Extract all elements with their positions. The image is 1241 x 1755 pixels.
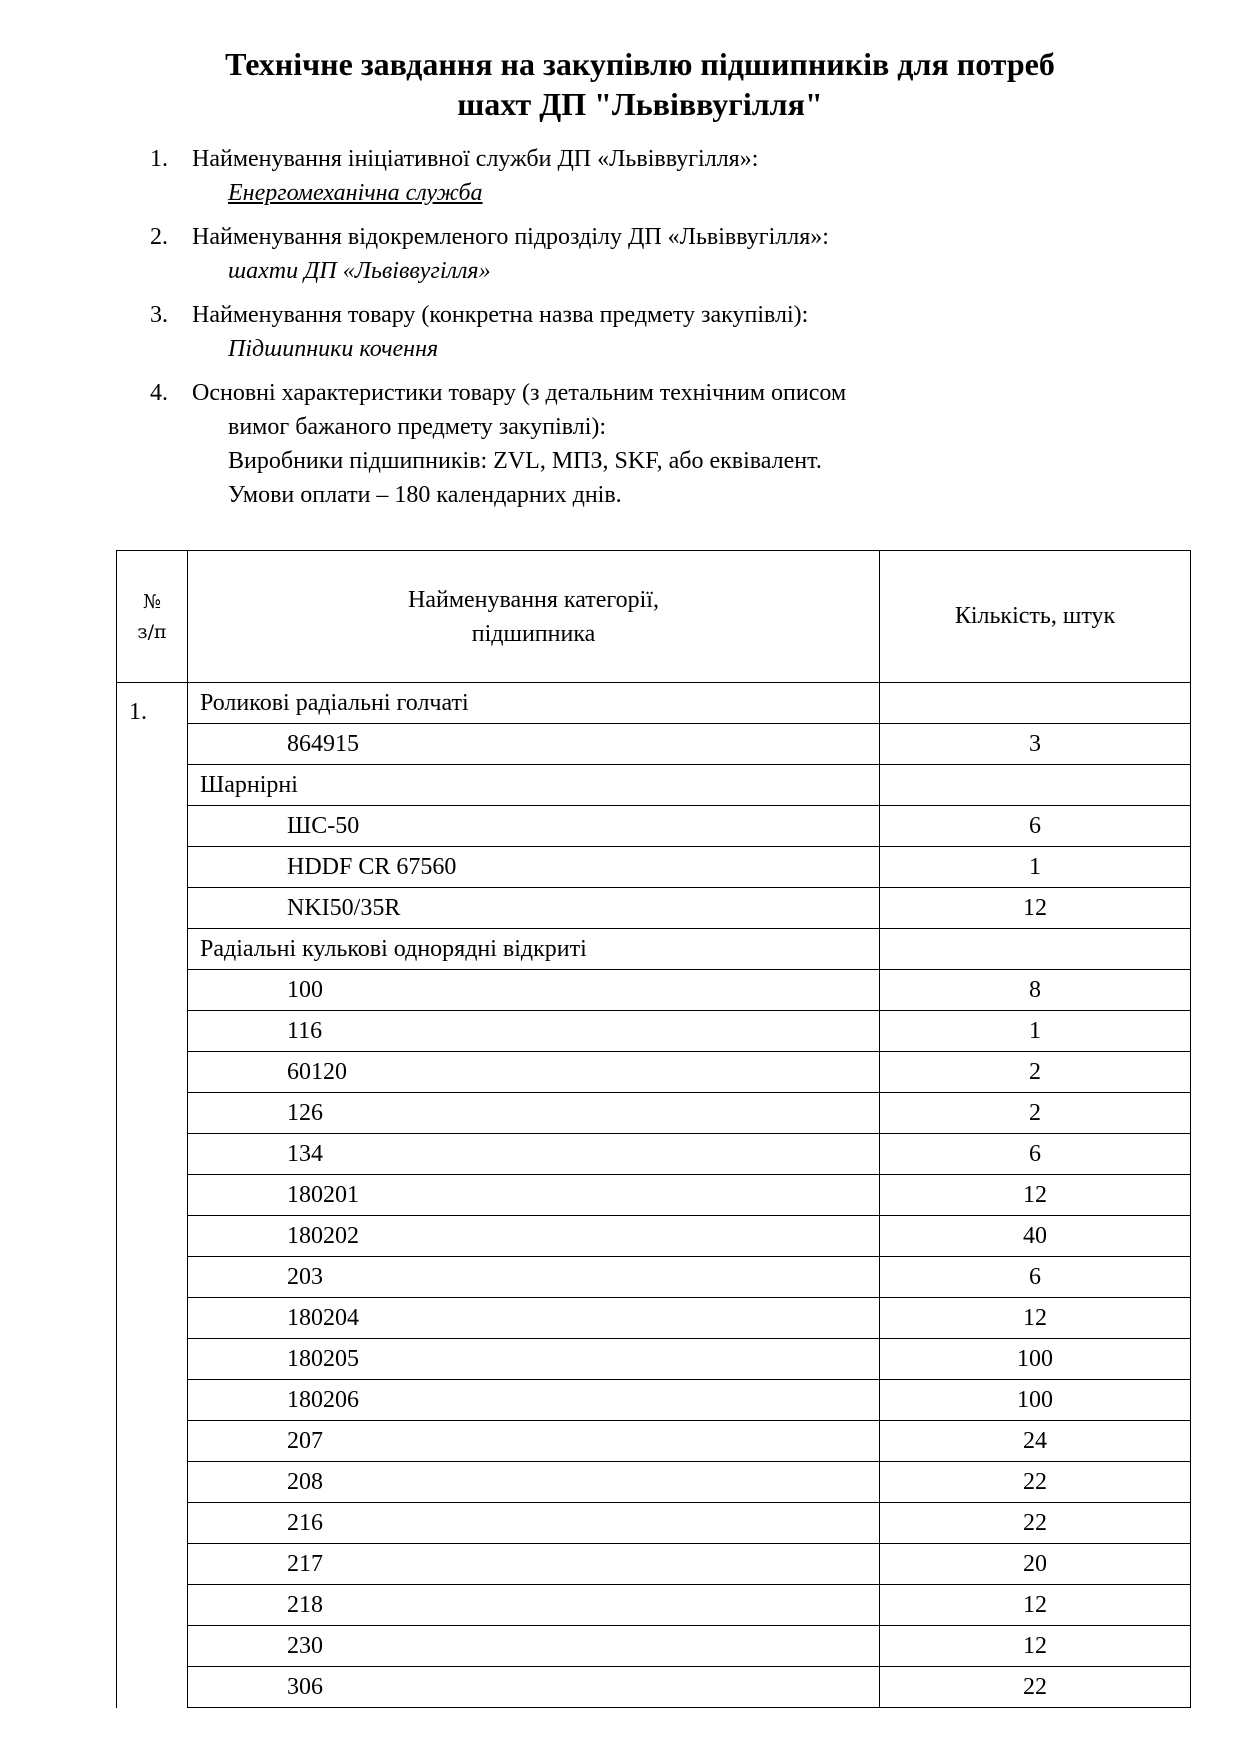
- quantity-cell: 22: [880, 1667, 1191, 1708]
- bearing-name: 180206: [188, 1380, 880, 1421]
- bearing-name: 208: [188, 1462, 880, 1503]
- quantity-cell: 1: [880, 1011, 1191, 1052]
- table-row: [117, 765, 1191, 806]
- category-name: Шарнірні: [188, 765, 880, 806]
- header-name-line-1: Найменування категорії,: [408, 586, 659, 613]
- table-row: [117, 1052, 1191, 1093]
- bearing-name: 116: [188, 1011, 880, 1052]
- header-number-symbol: №: [143, 590, 161, 613]
- bearing-name: HDDF CR 67560: [188, 847, 880, 888]
- bearing-name: ШС-50: [188, 806, 880, 847]
- item-line: вимог бажаного предмету закупівлі):: [228, 414, 607, 440]
- quantity-cell: 3: [880, 724, 1191, 765]
- table-row: [117, 1257, 1191, 1298]
- row-number: 1.: [117, 683, 188, 1708]
- quantity-cell: [880, 929, 1191, 970]
- table-row: [117, 1093, 1191, 1134]
- bearing-name: 180204: [188, 1298, 880, 1339]
- quantity-cell: 12: [880, 1175, 1191, 1216]
- quantity-cell: 24: [880, 1421, 1191, 1462]
- item-label: Найменування товару (конкретна назва предмету закупівлі):: [192, 302, 809, 328]
- quantity-cell: 2: [880, 1052, 1191, 1093]
- table-row: [117, 1134, 1191, 1175]
- table-row: [117, 683, 1191, 724]
- table-row: [117, 1380, 1191, 1421]
- table-row: [117, 1503, 1191, 1544]
- item-label: Основні характеристики товару (з детальним технічним описом: [192, 380, 847, 406]
- table-row: [117, 888, 1191, 929]
- bearing-name: 180205: [188, 1339, 880, 1380]
- table-row: [117, 1421, 1191, 1462]
- bearings-table: [116, 550, 1191, 1708]
- header-name-line-2: підшипника: [471, 620, 596, 647]
- quantity-cell: 12: [880, 888, 1191, 929]
- item-label: Найменування ініціативної служби ДП «Львіввугілля»:: [192, 146, 759, 172]
- table-row: [117, 1216, 1191, 1257]
- bearing-name: 180201: [188, 1175, 880, 1216]
- table-row: [117, 1667, 1191, 1708]
- header-number: [117, 551, 188, 683]
- item-number: 1.: [150, 146, 168, 172]
- category-name: Роликові радіальні голчаті: [188, 683, 880, 724]
- item-number: 3.: [150, 302, 168, 328]
- bearing-name: 60120: [188, 1052, 880, 1093]
- table-row: [117, 1462, 1191, 1503]
- item-line: Виробники підшипників: ZVL, МПЗ, SKF, або еквівалент.: [228, 448, 822, 474]
- bearing-name: 126: [188, 1093, 880, 1134]
- table-row: [117, 1298, 1191, 1339]
- bearing-name: 218: [188, 1585, 880, 1626]
- bearing-name: NKI50/35R: [188, 888, 880, 929]
- quantity-cell: 100: [880, 1339, 1191, 1380]
- quantity-cell: 8: [880, 970, 1191, 1011]
- bearing-name: 180202: [188, 1216, 880, 1257]
- table-row: [117, 1339, 1191, 1380]
- bearing-name: 134: [188, 1134, 880, 1175]
- header-quantity: Кількість, штук: [880, 551, 1191, 683]
- table-row: [117, 1626, 1191, 1667]
- bearing-name: 203: [188, 1257, 880, 1298]
- list-item-4: [150, 376, 1150, 512]
- bearing-name: 217: [188, 1544, 880, 1585]
- quantity-cell: 22: [880, 1462, 1191, 1503]
- quantity-cell: 22: [880, 1503, 1191, 1544]
- item-value: Енергомеханічна служба: [228, 180, 483, 206]
- quantity-cell: 6: [880, 806, 1191, 847]
- list-item-2: [150, 220, 1150, 288]
- bearing-name: 864915: [188, 724, 880, 765]
- bearing-name: 216: [188, 1503, 880, 1544]
- requirements-list: [150, 142, 1150, 522]
- item-number: 2.: [150, 224, 168, 250]
- header-number-abbr: з/п: [137, 620, 167, 643]
- table-row: [117, 724, 1191, 765]
- quantity-cell: 100: [880, 1380, 1191, 1421]
- table-header-row: [117, 551, 1191, 683]
- list-item-3: [150, 298, 1150, 366]
- table-row: [117, 806, 1191, 847]
- quantity-cell: 2: [880, 1093, 1191, 1134]
- title-line-2: шахт ДП "Львіввугілля": [457, 86, 823, 122]
- bearing-name: 306: [188, 1667, 880, 1708]
- category-name: Радіальні кулькові однорядні відкриті: [188, 929, 880, 970]
- table-row: [117, 847, 1191, 888]
- item-value: шахти ДП «Львіввугілля»: [228, 258, 491, 284]
- quantity-cell: 20: [880, 1544, 1191, 1585]
- quantity-cell: [880, 683, 1191, 724]
- quantity-cell: 12: [880, 1585, 1191, 1626]
- bearing-name: 207: [188, 1421, 880, 1462]
- bearing-name: 100: [188, 970, 880, 1011]
- table-row: [117, 929, 1191, 970]
- quantity-cell: 12: [880, 1298, 1191, 1339]
- table-row: [117, 970, 1191, 1011]
- table-row: [117, 1585, 1191, 1626]
- quantity-cell: 12: [880, 1626, 1191, 1667]
- quantity-cell: 6: [880, 1134, 1191, 1175]
- header-name: [188, 551, 880, 683]
- table-row: [117, 1011, 1191, 1052]
- item-line: Умови оплати – 180 календарних днів.: [228, 482, 622, 508]
- quantity-cell: 1: [880, 847, 1191, 888]
- quantity-cell: 40: [880, 1216, 1191, 1257]
- quantity-cell: 6: [880, 1257, 1191, 1298]
- quantity-cell: [880, 765, 1191, 806]
- item-label: Найменування відокремленого підрозділу ДП «Львіввугілля»:: [192, 224, 829, 250]
- item-value: Підшипники кочення: [228, 336, 439, 362]
- table-row: [117, 1175, 1191, 1216]
- list-item-1: [150, 142, 1150, 210]
- title-line-1: Технічне завдання на закупівлю підшипників для потреб: [225, 46, 1055, 82]
- table-row: [117, 1544, 1191, 1585]
- page-title: [130, 44, 1150, 124]
- item-number: 4.: [150, 380, 168, 406]
- bearing-name: 230: [188, 1626, 880, 1667]
